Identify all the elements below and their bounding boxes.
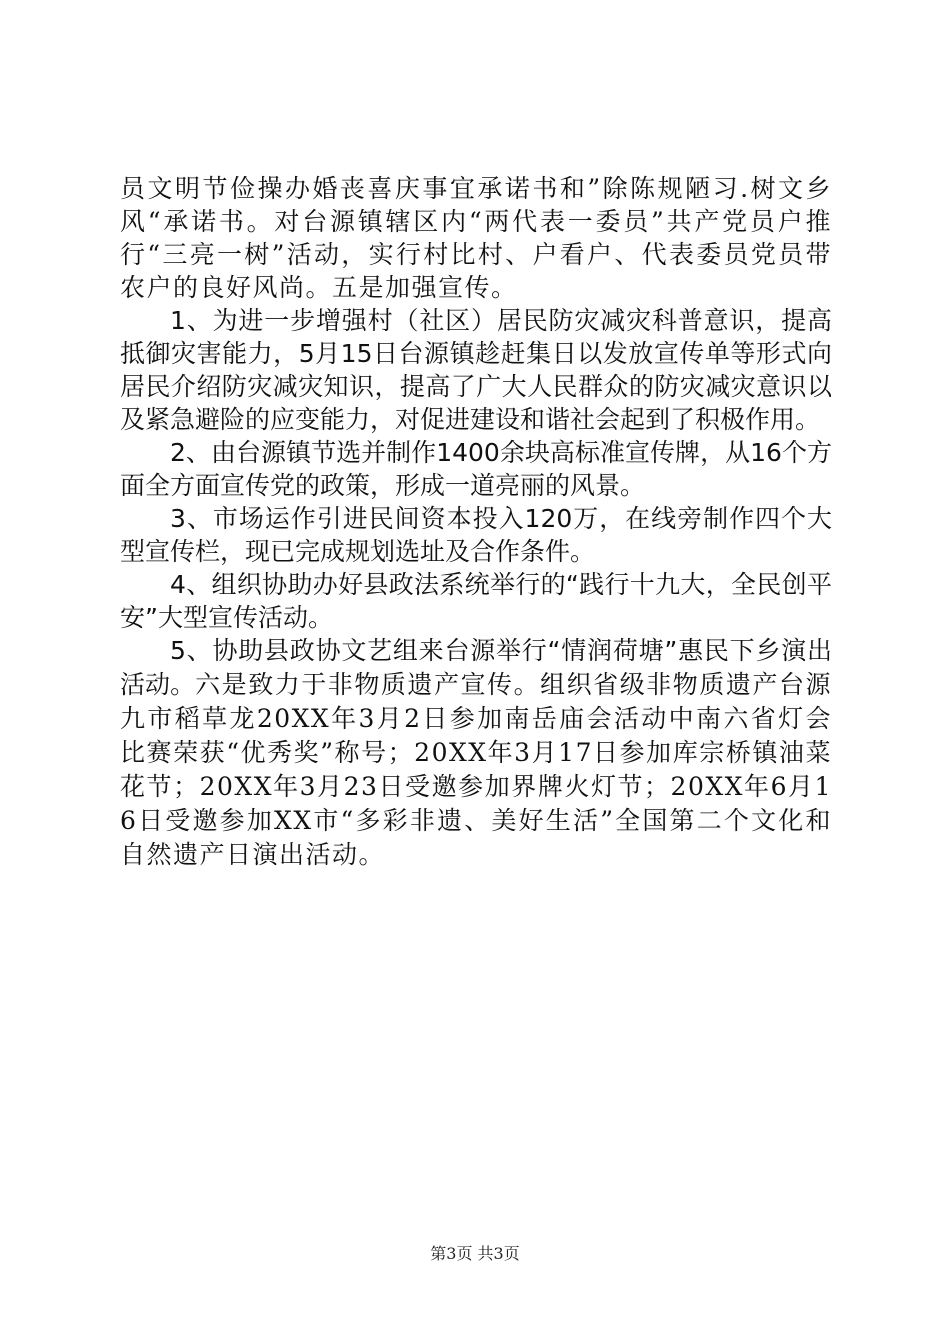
paragraph-heritage-text: 六是致力于非物质遗产宣传。组织省级非物质遗产台源九市稻草龙20XX年3月2日参加南岳庙会活动中南六省灯会比赛荣获“优秀奖”称号；20XX年3月17日参加库宗桥镇油菜花节；20XX年3月23日受邀参加界牌火灯节；20XX年6月16日受邀参加XX市“多彩非遗、美好生活”全国第二个文化和自然遗产日演出活动。	[120, 670, 832, 869]
paragraph-item-5	[120, 634, 832, 872]
paragraph-intro: 员文明节俭操办婚丧喜庆事宜承诺书和”除陈规陋习.树文乡风“承诺书。对台源镇辖区内“两代表一委员”共产党员户推行“三亮一树”活动，实行村比村、户看户、代表委员党员带农户的良好风尚。五是加强宣传。	[120, 174, 832, 302]
paragraph-item-5-text: 5、协助县政协文艺组来台源举行“情润荷塘”惠民下乡演出活动。	[120, 636, 832, 699]
paragraph-item-1: 1、为进一步增强村（社区）居民防灾减灾科普意识，提高抵御灾害能力，5月15日台源镇趁赶集日以发放宣传单等形式向居民介绍防灾减灾知识，提高了广大人民群众的防灾减灾意识以及紧急避险的应变能力，对促进建设和谐社会起到了积极作用。	[120, 306, 832, 434]
page-number-footer: 第3页 共3页	[430, 1244, 520, 1263]
document-body	[120, 172, 832, 872]
paragraph-item-3: 3、市场运作引进民间资本投入120万，在线旁制作四个大型宣传栏，现已完成规划选址及合作条件。	[120, 504, 832, 566]
paragraph-item-2: 2、由台源镇节选并制作1400余块高标准宣传牌，从16个方面全方面宣传党的政策，形成一道亮丽的风景。	[120, 438, 832, 500]
paragraph-item-4: 4、组织协助办好县政法系统举行的“践行十九大，全民创平安”大型宣传活动。	[120, 570, 832, 632]
